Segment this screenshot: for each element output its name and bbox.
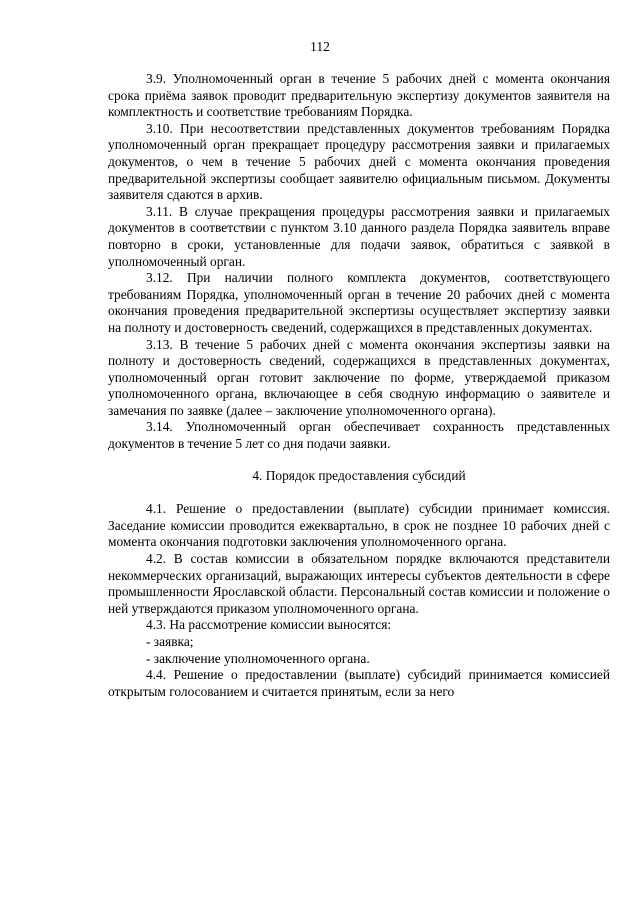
- document-body: [108, 71, 610, 700]
- paragraph-4-2: 4.2. В состав комиссии в обязательном порядке включаются представители некоммерческих организаций, выражающих интересы субъектов деятельности в сфере промышленности Ярославской области. Персональный состав комиссии и положение о ней утверждаются приказом уполномоченного органа.: [108, 551, 610, 616]
- paragraph-3-14: 3.14. Уполномоченный орган обеспечивает сохранность представленных документов в течение 5 лет со дня подачи заявки.: [108, 419, 610, 452]
- section-heading: 4. Порядок предоставления субсидий: [252, 467, 466, 483]
- paragraph-3-10: 3.10. При несоответствии представленных документов требованиям Порядка уполномоченный орган прекращает процедуру рассмотрения заявки и прилагаемых документов, о чем в течение 5 рабочих дней с момента окончания проведения предварительной экспертизы сообщает заявителю официальным письмом. Документы заявителя сдаются в архив.: [108, 120, 610, 203]
- paragraph-4-4: 4.4. Решение о предоставлении (выплате) субсидий принимается комиссией открытым голосованием и считается принятым, если за него: [108, 667, 610, 699]
- page-number: 112: [310, 39, 330, 54]
- paragraph-4-3: 4.3. На рассмотрение комиссии выносятся:: [146, 617, 392, 633]
- paragraph-3-9: 3.9. Уполномоченный орган в течение 5 рабочих дней с момента окончания срока приёма заявок проводит предварительную экспертизу документов заявителя на комплектность и соответствие требованиям Порядка.: [108, 71, 610, 120]
- paragraph-4-1: 4.1. Решение о предоставлении (выплате) субсидии принимает комиссия. Заседание комиссии проводится ежеквартально, в срок не позднее 10 рабочих дней с момента окончания подготовки заключения уполномоченного органа.: [108, 501, 610, 550]
- list-item-application: - заявка;: [146, 634, 194, 649]
- list-item-conclusion: - заключение уполномоченного органа.: [146, 650, 370, 666]
- paragraph-3-13: 3.13. В течение 5 рабочих дней с момента окончания экспертизы заявки на полноту и достоверность сведений, содержащихся в представленных документах, уполномоченный орган готовит заключение по форме, утверждаемой приказом уполномоченного органа, включающее в себя сводную информацию о заявителе и замечания по заявке (далее – заключение уполномоченного органа).: [108, 336, 610, 418]
- paragraph-3-12: 3.12. При наличии полного комплекта документов, соответствующего требованиям Порядка, уполномоченный орган в течение 20 рабочих дней с момента окончания проведения предварительной экспертизы осуществляет экспертизу заявки на полноту и достоверность сведений, содержащихся в представленных документах.: [108, 270, 610, 335]
- paragraph-3-11: 3.11. В случае прекращения процедуры рассмотрения заявки и прилагаемых документов в соответствии с пунктом 3.10 данного раздела Порядка заявитель вправе повторно в сроки, установленные для подачи заявок, обратиться с заявкой в уполномоченный орган.: [108, 203, 610, 269]
